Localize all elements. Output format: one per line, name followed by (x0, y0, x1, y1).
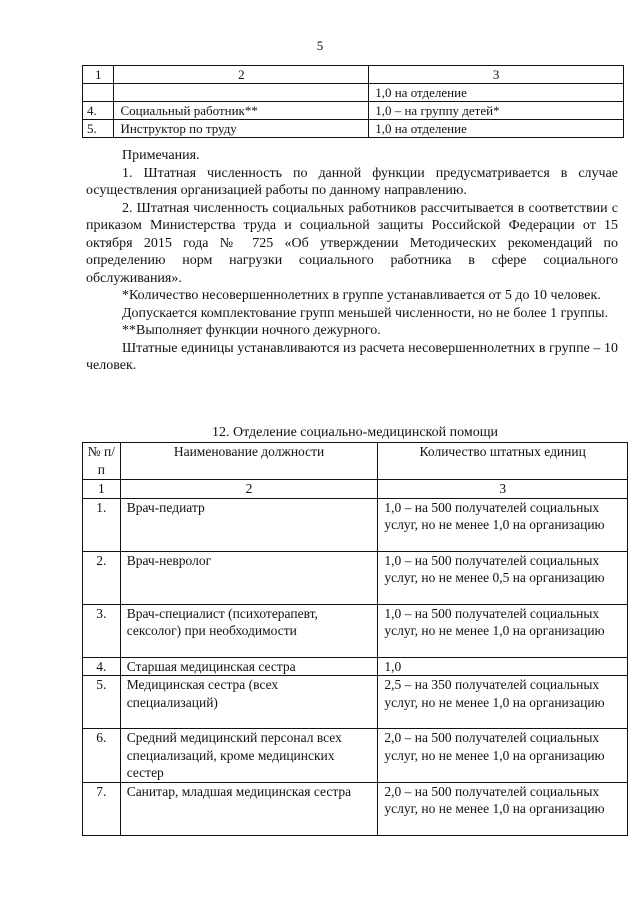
row-number: 3. (83, 604, 121, 657)
column-index-3: 3 (369, 66, 624, 84)
row-number: 7. (83, 782, 121, 835)
column-index-2: 2 (120, 480, 378, 499)
page-number: 5 (316, 38, 324, 53)
position-name: Врач-педиатр (120, 498, 378, 551)
table-row (83, 102, 624, 120)
continued-staff-table (82, 65, 624, 138)
table-row (83, 120, 624, 138)
row-number (83, 84, 114, 102)
position-name: Врач-специалист (психотерапевт, сексолог) при необходимости (120, 604, 378, 657)
position-name: Старшая медицинская сестра (120, 657, 378, 676)
column-index-3: 3 (378, 480, 628, 499)
row-number: 1. (83, 498, 121, 551)
note-paragraph: **Выполняет функции ночного дежурного. (122, 323, 381, 338)
table-row (83, 676, 628, 729)
section-title: 12. Отделение социально-медицинской помощи (212, 425, 498, 440)
column-index-1: 1 (83, 480, 121, 499)
notes-heading: Примечания. (122, 148, 200, 163)
note-paragraph: Штатные единицы устанавливаются из расчета несовершеннолетних в группе – 10 человек. (86, 340, 618, 373)
table-row (83, 551, 628, 604)
medical-staff-table (82, 442, 628, 836)
position-name (114, 84, 369, 102)
row-number: 2. (83, 551, 121, 604)
table-header-row (83, 443, 628, 480)
note-paragraph: 1. Штатная численность по данной функции предусматривается в случае осуществления организацией работы по данному направлению. (86, 165, 618, 198)
position-name: Врач-невролог (120, 551, 378, 604)
notes-block (86, 147, 618, 375)
row-number: 4. (83, 102, 114, 120)
staff-quantity: 1,0 – на 500 получателей социальных услуг, но не менее 1,0 на организацию (378, 604, 628, 657)
position-name: Социальный работник** (114, 102, 369, 120)
header-quantity: Количество штатных единиц (378, 443, 628, 480)
row-number: 4. (83, 657, 121, 676)
row-number: 6. (83, 729, 121, 783)
header-number: № п/п (83, 443, 121, 480)
staff-quantity: 1,0 на отделение (369, 120, 624, 138)
position-name: Санитар, младшая медицинская сестра (120, 782, 378, 835)
position-name: Средний медицинский персонал всех специализаций, кроме медицинских сестер (120, 729, 378, 783)
staff-quantity: 1,0 – на 500 получателей социальных услуг, но не менее 0,5 на организацию (378, 551, 628, 604)
table-row (83, 604, 628, 657)
note-paragraph: *Количество несовершеннолетних в группе устанавливается от 5 до 10 человек. (122, 288, 601, 303)
header-position: Наименование должности (120, 443, 378, 480)
table-row (83, 729, 628, 783)
note-paragraph: Допускается комплектование групп меньшей численности, но не более 1 группы. (122, 305, 609, 321)
staff-quantity: 1,0 – на 500 получателей социальных услуг, но не менее 1,0 на организацию (378, 498, 628, 551)
staff-quantity: 1,0 – на группу детей* (369, 102, 624, 120)
position-name: Инструктор по труду (114, 120, 369, 138)
table-index-row (83, 480, 628, 499)
row-number: 5. (83, 676, 121, 729)
column-index-2: 2 (114, 66, 369, 84)
staff-quantity: 2,5 – на 350 получателей социальных услуг, но не менее 1,0 на организацию (378, 676, 628, 729)
row-number: 5. (83, 120, 114, 138)
staff-quantity: 1,0 на отделение (369, 84, 624, 102)
staff-quantity: 1,0 (378, 657, 628, 676)
position-name: Медицинская сестра (всех специализаций) (120, 676, 378, 729)
note-paragraph: 2. Штатная численность социальных работников рассчитывается в соответствии с приказом Министерства труда и социальной защиты Российской Федерации от 15 октября 2015 года № 725 «Об утверждении Методических рекомендаций по определению норм нагрузки социального работника в сфере социального обслуживания». (86, 200, 618, 286)
table-row (83, 498, 628, 551)
staff-quantity: 2,0 – на 500 получателей социальных услуг, но не менее 1,0 на организацию (378, 729, 628, 783)
column-index-1: 1 (83, 66, 114, 84)
table-row (83, 84, 624, 102)
table-row (83, 782, 628, 835)
staff-quantity: 2,0 – на 500 получателей социальных услуг, но не менее 1,0 на организацию (378, 782, 628, 835)
table-header-row (83, 66, 624, 84)
table-row (83, 657, 628, 676)
